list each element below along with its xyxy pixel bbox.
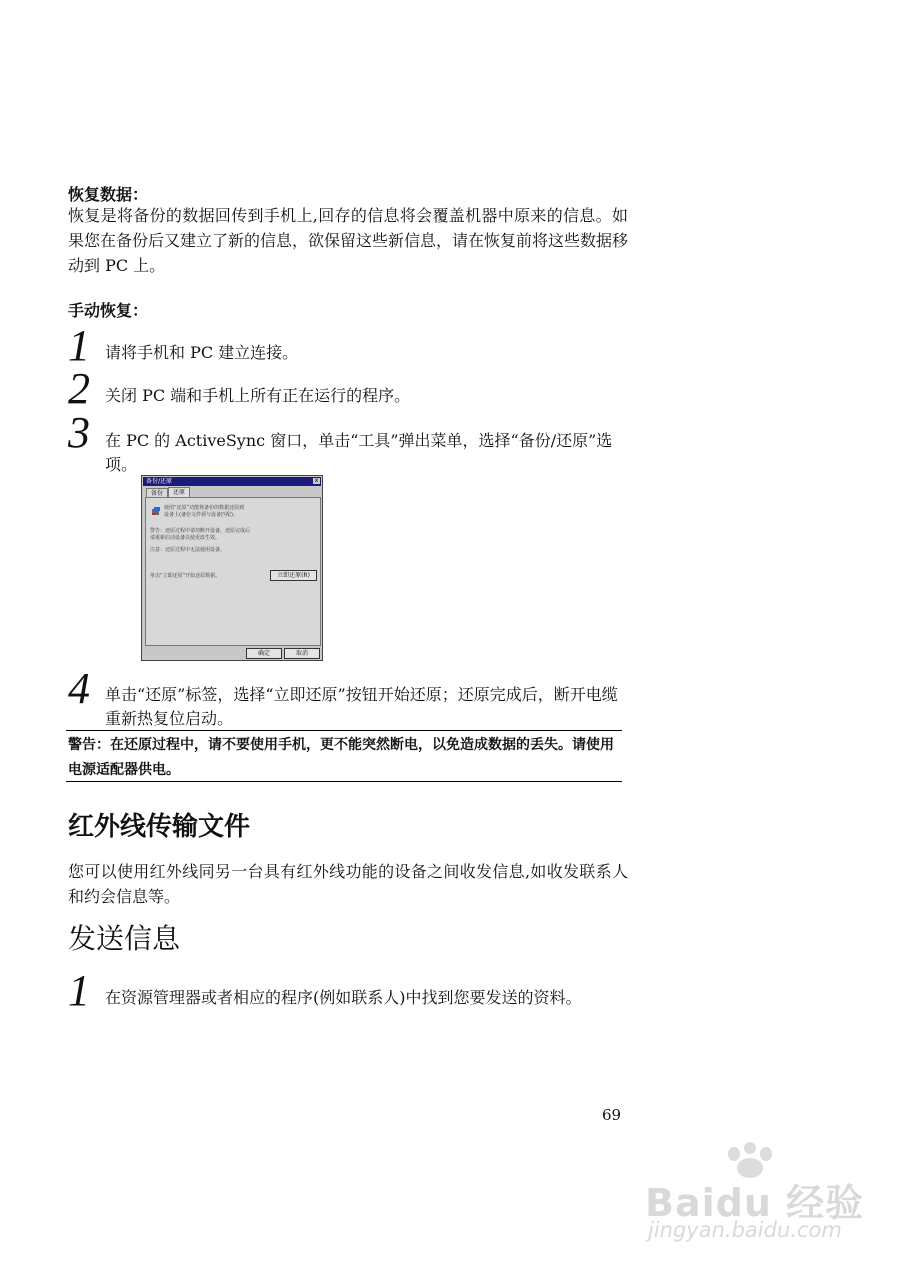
infrared-heading: 红外线传输文件 [68,812,251,842]
dialog-text-line: 单击“立即还原”开始还原数据。 [150,573,221,579]
dialog-text-line: 设备上(备份文件须与设备匹配)。 [164,512,238,518]
watermark-brand: Baidu 经验 [645,1181,865,1225]
infrared-paragraph: 您可以使用红外线同另一台具有红外线功能的设备之间收发信息,如收发联系人和约会信息等。 [68,862,628,906]
cancel-button[interactable]: 取消 [284,648,320,659]
device-icon [151,506,161,516]
dialog-panel [145,497,321,646]
step-text: 在 PC 的 ActiveSync 窗口，单击“工具”弹出菜单，选择“备份/还原”选项。 [105,431,613,474]
tab-restore[interactable]: 还原 [168,487,190,498]
dialog-text-line: 警告：还原过程中请勿断开设备，还原完成后 [150,528,251,534]
dialog-text-line: 注意：还原过程中无法使用设备。 [150,547,226,553]
step-text: 单击“还原”标签，选择“立即还原”按钮开始还原；还原完成后，断开电缆重新热复位启动。 [105,685,618,728]
dialog-text-line: 使用“还原”功能将备份的数据还原到 [164,505,245,511]
divider [66,730,622,731]
warning-text: 警告：在还原过程中，请不要使用手机，更不能突然断电，以免造成数据的丢失。请使用电源适配器供电。 [68,737,614,778]
restore-now-button[interactable]: 立即还原(R) [270,570,317,581]
ok-button[interactable]: 确定 [246,648,282,659]
step-text: 在资源管理器或者相应的程序(例如联系人)中找到您要发送的资料。 [105,988,582,1007]
send-info-heading: 发送信息 [68,922,181,955]
restore-heading: 恢复数据： [68,185,149,204]
step-number: 1 [68,321,90,370]
tab-backup[interactable]: 备份 [146,488,168,498]
step-text: 请将手机和 PC 建立连接。 [105,343,299,362]
step-text: 关闭 PC 端和手机上所有正在运行的程序。 [105,386,411,405]
step-number: 4 [68,664,90,713]
step-number: 1 [68,966,90,1015]
dialog-text-line: 请重新启动设备以使更改生效。 [150,535,221,541]
step-number: 3 [68,408,90,457]
restore-paragraph: 恢复是将备份的数据回传到手机上,回存的信息将会覆盖机器中原来的信息。如果您在备份后又建立了新的信息，欲保留这些新信息，请在恢复前将这些数据移动到 PC 上。 [68,206,629,275]
watermark-url: jingyan.baidu.com [648,1218,842,1242]
manual-restore-heading: 手动恢复： [68,301,149,320]
divider [66,781,622,782]
step-number: 2 [68,364,90,413]
backup-restore-dialog [141,475,323,661]
dialog-title: 备份/还原 [143,477,321,486]
page-number: 69 [602,1106,622,1124]
close-icon[interactable]: x [314,477,319,484]
